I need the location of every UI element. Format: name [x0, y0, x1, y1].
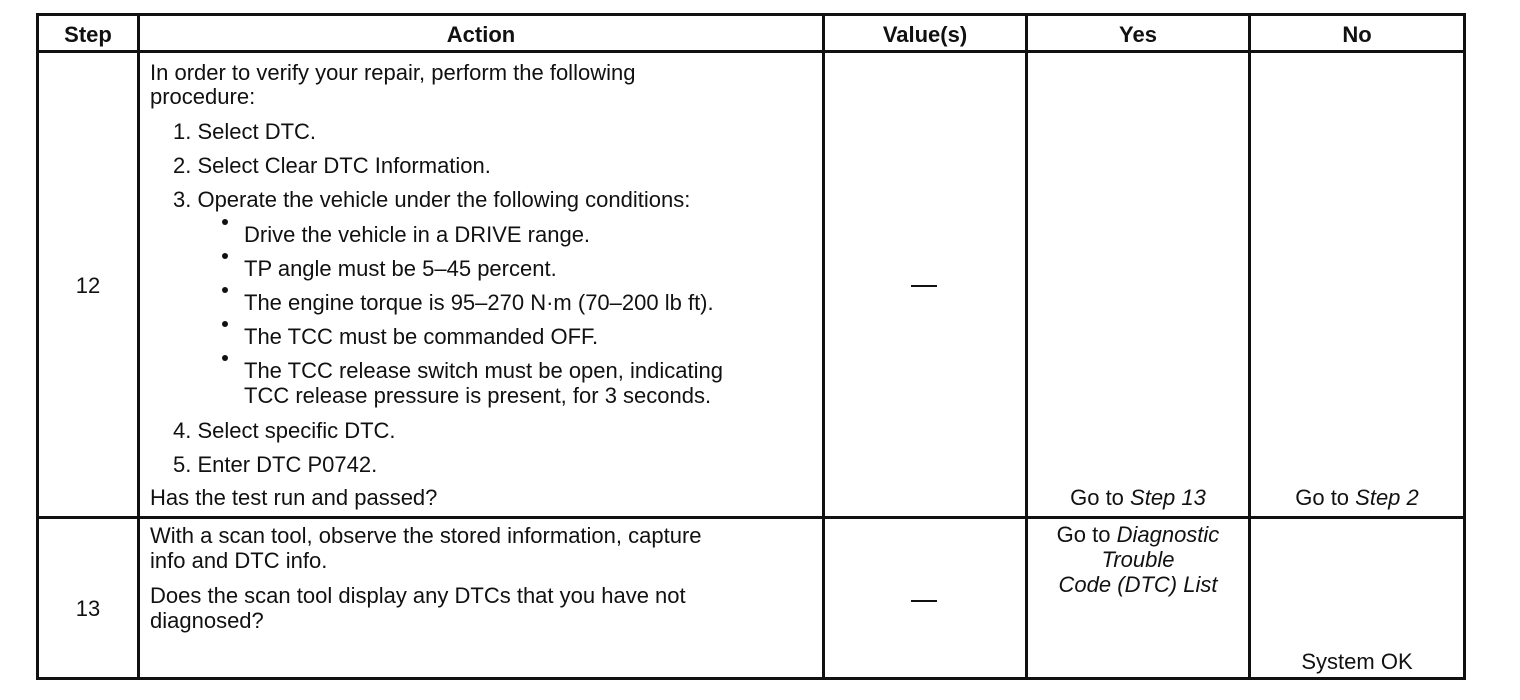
header-values: Value(s) [882, 21, 968, 47]
row13-yes-link-2: Trouble [1101, 547, 1175, 572]
column-divider [1248, 16, 1251, 677]
row12-step-4: 4. Select specific DTC. [173, 418, 396, 443]
row13-question-line1: Does the scan tool display any DTCs that you have not [150, 583, 686, 608]
row12-yes [1028, 485, 1248, 511]
row12-intro-line2: procedure: [150, 84, 256, 109]
row13-question-line2: diagnosed? [150, 608, 264, 633]
bullet-icon [222, 287, 228, 293]
row13-value-dash [911, 600, 937, 602]
bullet-icon [222, 219, 228, 225]
row12-step-1: 1. Select DTC. [173, 119, 317, 144]
step-number-12: 12 [75, 273, 101, 298]
row13-yes-line1 [1028, 522, 1248, 548]
row12-bullet-1: Drive the vehicle in a DRIVE range. [244, 222, 591, 247]
row12-bullet-5a: The TCC release switch must be open, indicating [244, 358, 723, 383]
row12-no-link: Step 2 [1355, 485, 1419, 510]
row13-no: System OK [1301, 649, 1413, 674]
row13-yes-prefix: Go to [1056, 522, 1117, 547]
column-divider [822, 16, 825, 677]
row-divider [39, 516, 1463, 519]
header-no: No [1342, 21, 1372, 47]
row12-step-2: 2. Select Clear DTC Information. [173, 153, 491, 178]
row12-bullet-3: The engine torque is 95–270 N·m (70–200 lb ft). [244, 290, 714, 315]
row12-bullet-4: The TCC must be commanded OFF. [244, 324, 599, 349]
diagnostic-table [36, 13, 1466, 680]
row13-yes-link-3: Code (DTC) List [1058, 572, 1218, 597]
bullet-icon [222, 355, 228, 361]
row12-bullet-2: TP angle must be 5–45 percent. [244, 256, 557, 281]
row12-question: Has the test run and passed? [150, 485, 438, 510]
row12-bullet-5b: TCC release pressure is present, for 3 seconds. [244, 383, 712, 408]
header-step: Step [64, 21, 112, 47]
row12-yes-link: Step 13 [1130, 485, 1206, 510]
row13-action-line2: info and DTC info. [150, 548, 328, 573]
row13-yes-line2 [1028, 547, 1248, 573]
step-number-13: 13 [75, 596, 101, 621]
row12-step-3: 3. Operate the vehicle under the following conditions: [173, 187, 691, 212]
row12-no-prefix: Go to [1295, 485, 1356, 510]
row12-yes-prefix: Go to [1070, 485, 1131, 510]
row13-action-line1: With a scan tool, observe the stored information, capture [150, 523, 702, 548]
row12-value-dash [911, 285, 937, 287]
row13-yes-line3 [1028, 572, 1248, 598]
row12-intro-line1: In order to verify your repair, perform the following [150, 60, 636, 85]
row13-yes-link-1: Diagnostic [1116, 522, 1220, 547]
bullet-icon [222, 253, 228, 259]
row12-no [1251, 485, 1463, 511]
column-divider [137, 16, 140, 677]
row12-step-5: 5. Enter DTC P0742. [173, 452, 378, 477]
header-action: Action [446, 21, 516, 47]
bullet-icon [222, 321, 228, 327]
header-yes: Yes [1119, 21, 1157, 47]
